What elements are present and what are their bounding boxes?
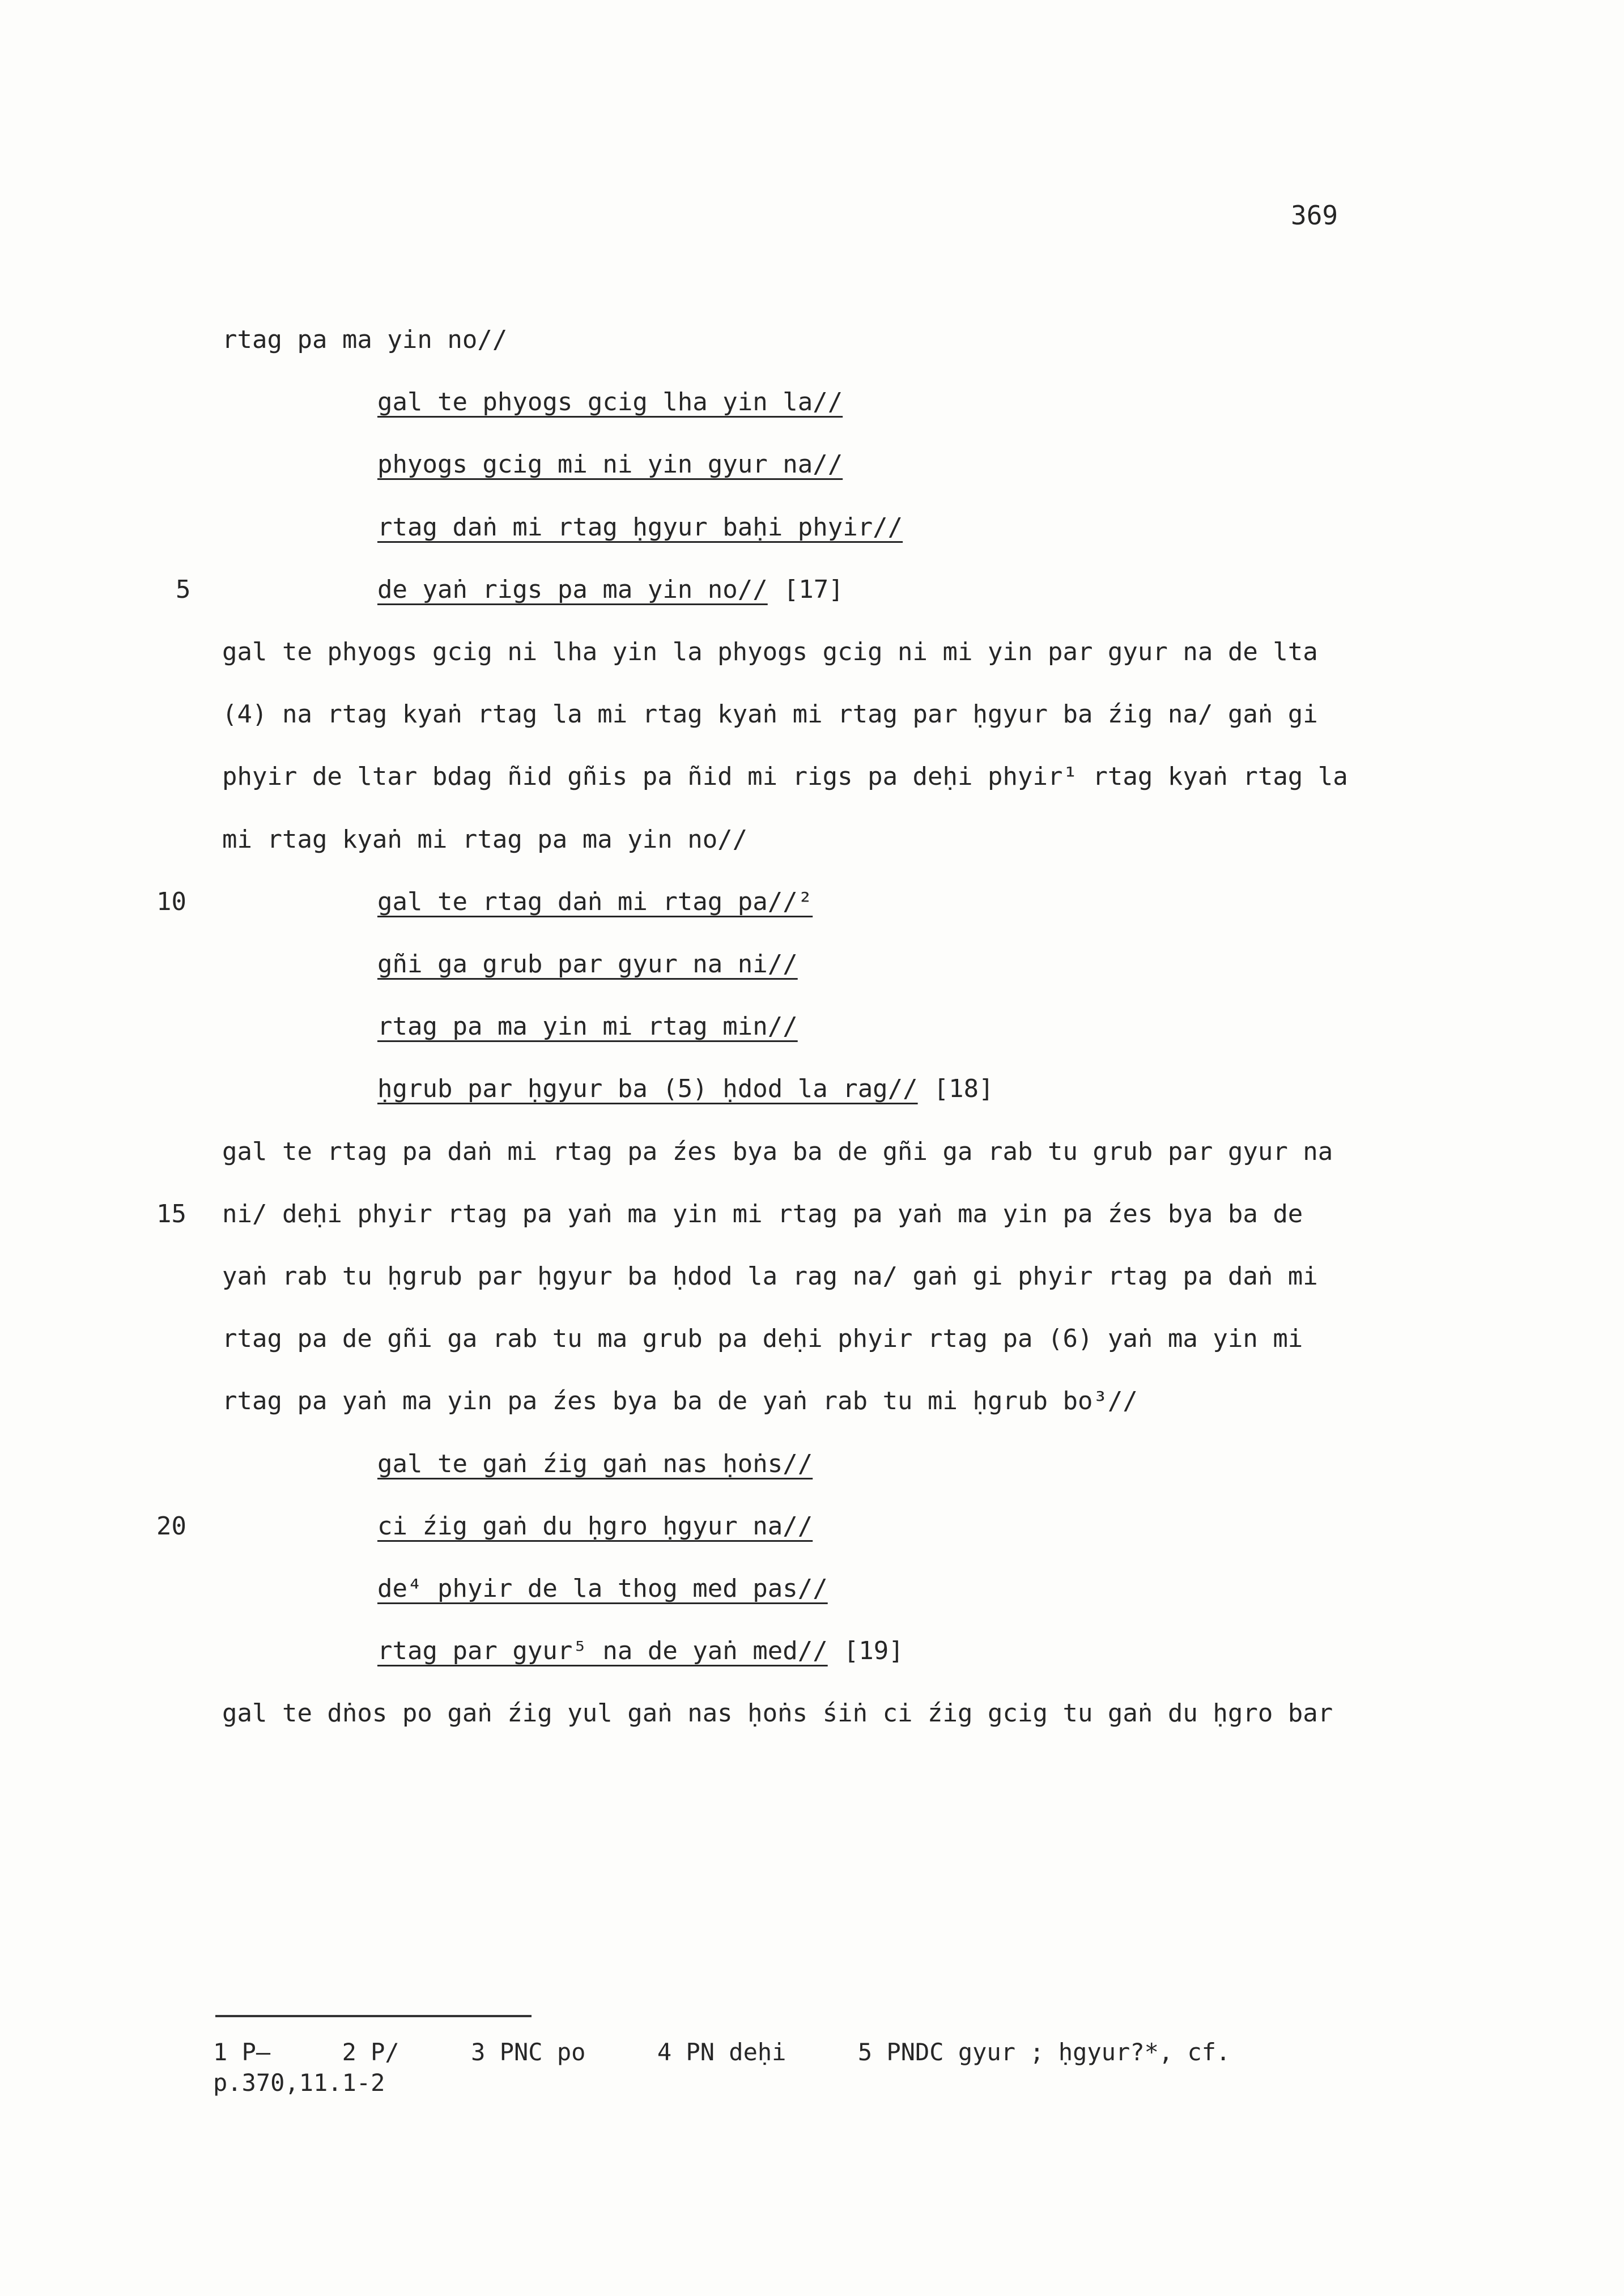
line-text: rtag pa yaṅ ma yin pa źes bya ba de yaṅ rab tu mi ḥgrub bo³// bbox=[222, 1387, 1138, 1415]
line-text: gal te rtag daṅ mi rtag pa//² bbox=[377, 887, 813, 916]
verse-line bbox=[377, 1448, 813, 1480]
verse-line bbox=[377, 949, 798, 980]
line-text: ci źig gaṅ du ḥgro ḥgyur na// bbox=[377, 1512, 813, 1541]
line-text: mi rtag kyaṅ mi rtag pa ma yin no// bbox=[222, 825, 748, 854]
prose-line bbox=[222, 699, 1318, 730]
line-text: (4) na rtag kyaṅ rtag la mi rtag kyaṅ mi rtag par ḥgyur ba źig na/ gaṅ gi bbox=[222, 700, 1318, 729]
verse-number: [17] bbox=[783, 575, 844, 604]
line-number: 5 bbox=[176, 575, 191, 604]
line-text: phyogs gcig mi ni yin gyur na// bbox=[377, 450, 843, 479]
prose-line bbox=[222, 761, 1348, 793]
prose-line bbox=[222, 1698, 1333, 1729]
verse-line bbox=[377, 449, 843, 481]
line-text: gal te phyogs gcig lha yin la// bbox=[377, 388, 843, 416]
prose-line bbox=[222, 1261, 1318, 1292]
line-text: phyir de ltar bdag ñid gñis pa ñid mi rigs pa deḥi phyir¹ rtag kyaṅ rtag la bbox=[222, 762, 1348, 791]
line-text: rtag pa ma yin no// bbox=[222, 325, 508, 354]
line-text: gal te gaṅ źig gaṅ nas ḥoṅs// bbox=[377, 1449, 813, 1478]
line-text: gñi ga grub par gyur na ni// bbox=[377, 950, 798, 979]
prose-line bbox=[222, 1385, 1138, 1417]
verse-line bbox=[377, 1511, 813, 1542]
verse-line bbox=[377, 1011, 798, 1043]
verse-line bbox=[377, 1573, 828, 1605]
verse-line bbox=[377, 386, 843, 418]
line-text: rtag daṅ mi rtag ḥgyur baḥi phyir// bbox=[377, 513, 903, 542]
line-number: 15 bbox=[156, 1200, 186, 1228]
line-text: rtag par gyur⁵ na de yaṅ med// bbox=[377, 1636, 828, 1665]
prose-line bbox=[222, 636, 1318, 668]
line-text: yaṅ rab tu ḥgrub par ḥgyur ba ḥdod la rag na/ gaṅ gi phyir rtag pa daṅ mi bbox=[222, 1262, 1318, 1291]
verse-number: [18] bbox=[933, 1074, 994, 1103]
line-text: ḥgrub par ḥgyur ba (5) ḥdod la rag// bbox=[377, 1074, 918, 1103]
prose-line bbox=[222, 1323, 1303, 1355]
prose-line bbox=[222, 824, 747, 856]
line-text: ni/ deḥi phyir rtag pa yaṅ ma yin mi rtag pa yaṅ ma yin pa źes bya ba de bbox=[222, 1200, 1303, 1228]
page-number: 369 bbox=[1291, 200, 1338, 231]
verse-number: [19] bbox=[843, 1636, 904, 1665]
footnote-rule bbox=[215, 2015, 532, 2017]
prose-line bbox=[222, 1136, 1333, 1168]
line-text: rtag pa ma yin mi rtag min// bbox=[377, 1012, 798, 1041]
prose-line bbox=[222, 1198, 1303, 1230]
line-text: de yaṅ rigs pa ma yin no// bbox=[377, 575, 768, 604]
line-text: gal te phyogs gcig ni lha yin la phyogs gcig ni mi yin par gyur na de lta bbox=[222, 637, 1318, 666]
verse-line bbox=[377, 1073, 994, 1105]
line-text: gal te rtag pa daṅ mi rtag pa źes bya ba de gñi ga rab tu grub par gyur na bbox=[222, 1137, 1333, 1166]
footnote-line: p.370,11.1-2 bbox=[213, 2069, 385, 2097]
prose-line bbox=[222, 324, 507, 356]
line-number: 10 bbox=[156, 887, 186, 916]
footnote-line: 1 P— 2 P/ 3 PNC po 4 PN deḥi 5 PNDC gyur ; ḥgyur?*, cf. bbox=[213, 2038, 1231, 2066]
verse-line bbox=[377, 886, 813, 918]
verse-line bbox=[377, 574, 844, 606]
verse-line bbox=[377, 512, 903, 543]
line-number: 20 bbox=[156, 1512, 186, 1541]
line-text: rtag pa de gñi ga rab tu ma grub pa deḥi phyir rtag pa (6) yaṅ ma yin mi bbox=[222, 1324, 1303, 1353]
line-text: de⁴ phyir de la thog med pas// bbox=[377, 1574, 828, 1603]
line-text: gal te dṅos po gaṅ źig yul gaṅ nas ḥoṅs śiṅ ci źig gcig tu gaṅ du ḥgro bar bbox=[222, 1699, 1333, 1728]
verse-line bbox=[377, 1635, 904, 1667]
